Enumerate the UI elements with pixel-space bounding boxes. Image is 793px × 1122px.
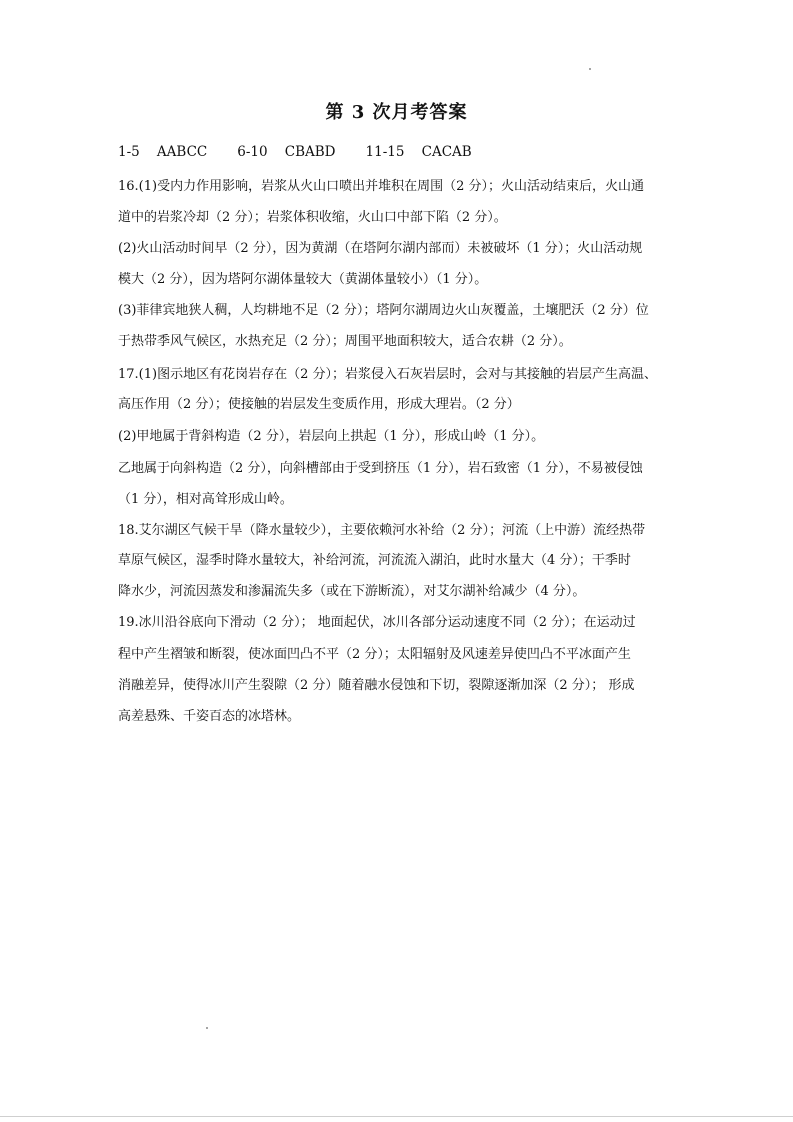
answer-19-line-4: 高差悬殊、千姿百态的冰塔林。 xyxy=(118,709,301,724)
scan-speck xyxy=(206,1027,208,1029)
page-title: 第 3 次月考答案 xyxy=(325,102,468,123)
answer-16-2-line-2: 模大（2 分），因为塔阿尔湖体量较大（黄湖体量较小）（1 分）。 xyxy=(118,272,488,287)
multiple-choice-answers: 1-5 AABCC 6-10 CBABD 11-15 CACAB xyxy=(118,144,472,160)
answer-18-line-3: 降水少，河流因蒸发和渗漏流失多（或在下游断流），对艾尔湖补给减少（4 分）。 xyxy=(118,584,586,599)
answer-16-1-line-2: 道中的岩浆冷却（2 分）；岩浆体积收缩，火山口中部下陷（2 分）。 xyxy=(118,210,507,225)
answer-17-2-line-2: 乙地属于向斜构造（2 分），向斜槽部由于受到挤压（1 分），岩石致密（1 分），不易被侵蚀 xyxy=(118,461,643,476)
answer-19-line-3: 消融差异，使得冰川产生裂隙（2 分）随着融水侵蚀和下切，裂隙逐渐加深（2 分）； 形成 xyxy=(118,678,635,693)
answer-18-line-1: 18.艾尔湖区气候干旱（降水量较少），主要依赖河水补给（2 分）；河流（上中游）流经热带 xyxy=(118,523,646,538)
scan-speck xyxy=(589,68,591,70)
answer-16-3-line-2: 于热带季风气候区，水热充足（2 分）；周围平地面积较大，适合农耕（2 分）。 xyxy=(118,334,572,349)
answer-19-line-1: 19.冰川沿谷底向下滑动（2 分）； 地面起伏，冰川各部分运动速度不同（2 分）；在运动过 xyxy=(118,615,636,630)
answer-19-line-2: 程中产生褶皱和断裂，使冰面凹凸不平（2 分）；太阳辐射及风速差异使凹凸不平冰面产生 xyxy=(118,647,631,662)
answer-17-2-line-3: （1 分），相对高耸形成山岭。 xyxy=(118,492,293,507)
answer-17-2-line-1: (2)甲地属于背斜构造（2 分），岩层向上拱起（1 分），形成山岭（1 分）。 xyxy=(118,429,545,444)
answer-16-3-line-1: (3)菲律宾地狭人稠，人均耕地不足（2 分）；塔阿尔湖周边火山灰覆盖，土壤肥沃（2 分）位 xyxy=(118,303,649,318)
answer-17-1-line-1: 17.(1)图示地区有花岗岩存在（2 分）；岩浆侵入石灰岩层时，会对与其接触的岩层产生高温、 xyxy=(118,367,657,382)
answer-16-1-line-1: 16.(1)受内力作用影响，岩浆从火山口喷出并堆积在周围（2 分）；火山活动结束后，火山通 xyxy=(118,179,644,194)
answer-16-2-line-1: (2)火山活动时间早（2 分），因为黄湖（在塔阿尔湖内部而）未被破坏（1 分）；火山活动规 xyxy=(118,241,643,256)
answer-17-1-line-2: 高压作用（2 分）；使接触的岩层发生变质作用，形成大理岩。（2 分） xyxy=(118,397,520,412)
page-bottom-rule xyxy=(0,1116,793,1117)
answer-18-line-2: 草原气候区，湿季时降水量较大，补给河流，河流流入湖泊，此时水量大（4 分）；干季时 xyxy=(118,553,631,568)
